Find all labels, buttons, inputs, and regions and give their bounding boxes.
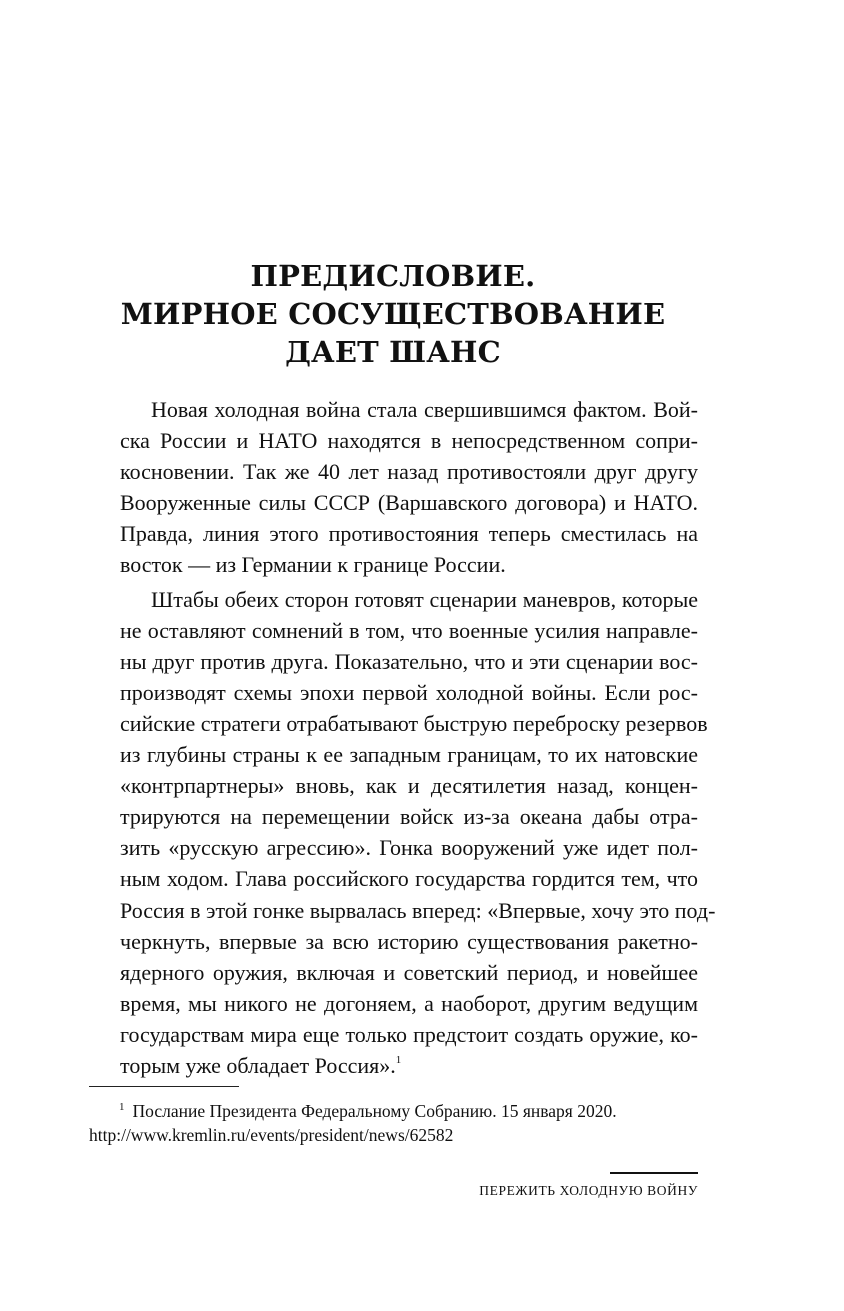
paragraph-2-line: сийские стратеги отрабатывают быструю переброску резервов: [120, 710, 708, 736]
paragraph-1-line: Вооруженные силы СССР (Варшавского договора) и НАТО.: [120, 490, 698, 516]
paragraph-1-line: ска России и НАТО находятся в непосредственном сопри-: [120, 428, 698, 454]
chapter-title: [88, 257, 698, 371]
footnote-reference[interactable]: 1: [395, 1053, 402, 1066]
chapter-title-line-3: ДАЕТ ШАНС: [285, 335, 501, 369]
paragraph-2-line: время, мы никого не догоняем, а наоборот, другим ведущим: [120, 990, 698, 1016]
paragraph-2-line: трируются на перемещении войск из-за океана дабы отра-: [120, 804, 698, 830]
paragraph-2-line: государствам мира еще только предстоит создать оружие, ко-: [120, 1021, 698, 1047]
paragraph-2-line: черкнуть, впервые за всю историю существования ракетно-: [120, 928, 698, 954]
paragraph-2-line: Россия в этой гонке вырвалась вперед: «Впервые, хочу это под-: [120, 897, 716, 923]
paragraph-1-line: косновении. Так же 40 лет назад противостояли друг другу: [120, 459, 698, 485]
paragraph-2-line: Штабы обеих сторон готовят сценарии маневров, которые: [151, 586, 698, 612]
footnote-number: 1: [119, 1101, 125, 1113]
chapter-title-line-2: МИРНОЕ СОСУЩЕСТВОВАНИЕ: [120, 297, 666, 331]
paragraph-2-line: из глубины страны к ее западным границам, то их натовские: [120, 742, 698, 768]
paragraph-2-line: не оставляют сомнений в том, что военные усилия направле-: [120, 617, 698, 643]
paragraph-1: [89, 394, 698, 581]
paragraph-1-line: Новая холодная война стала свершившимся фактом. Вой-: [151, 397, 698, 422]
chapter-title-line-1: ПРЕДИСЛОВИЕ.: [250, 259, 536, 293]
footnote-url[interactable]: http://www.kremlin.ru/events/president/news/62582: [89, 1125, 454, 1145]
body-text: [89, 394, 716, 1081]
paragraph-2-line: ядерного оружия, включая и советский период, и новейшее: [120, 959, 698, 985]
paragraph-1-line: Правда, линия этого противостояния теперь сместилась на: [120, 521, 698, 547]
paragraph-2-line: производят схемы эпохи первой холодной войны. Если рос-: [120, 679, 698, 705]
footnote-line-1: [89, 1099, 698, 1123]
footnote-divider: [89, 1086, 239, 1087]
paragraph-2: [89, 584, 716, 1082]
footnote: [89, 1099, 698, 1147]
paragraph-1-line: восток — из Германии к границе России.: [120, 552, 506, 578]
paragraph-2-line: ны друг против друга. Показательно, что и эти сценарии вос-: [120, 648, 698, 674]
footnote-source: Послание Президента Федеральному Собранию. 15 января 2020.: [132, 1101, 617, 1121]
running-footer: ПЕРЕЖИТЬ ХОЛОДНУЮ ВОЙНУ: [479, 1183, 698, 1198]
running-footer-rule: [610, 1172, 698, 1174]
paragraph-2-line: «контрпартнеры» вновь, как и десятилетия назад, концен-: [120, 773, 698, 799]
paragraph-2-line: зить «русскую агрессию». Гонка вооружений уже идет пол-: [120, 835, 698, 861]
paragraph-2-last-line-text: торым уже обладает Россия».: [120, 1052, 396, 1078]
paragraph-2-last-line: [89, 1050, 698, 1081]
paragraph-2-line: ным ходом. Глава российского государства гордится тем, что: [120, 866, 698, 892]
